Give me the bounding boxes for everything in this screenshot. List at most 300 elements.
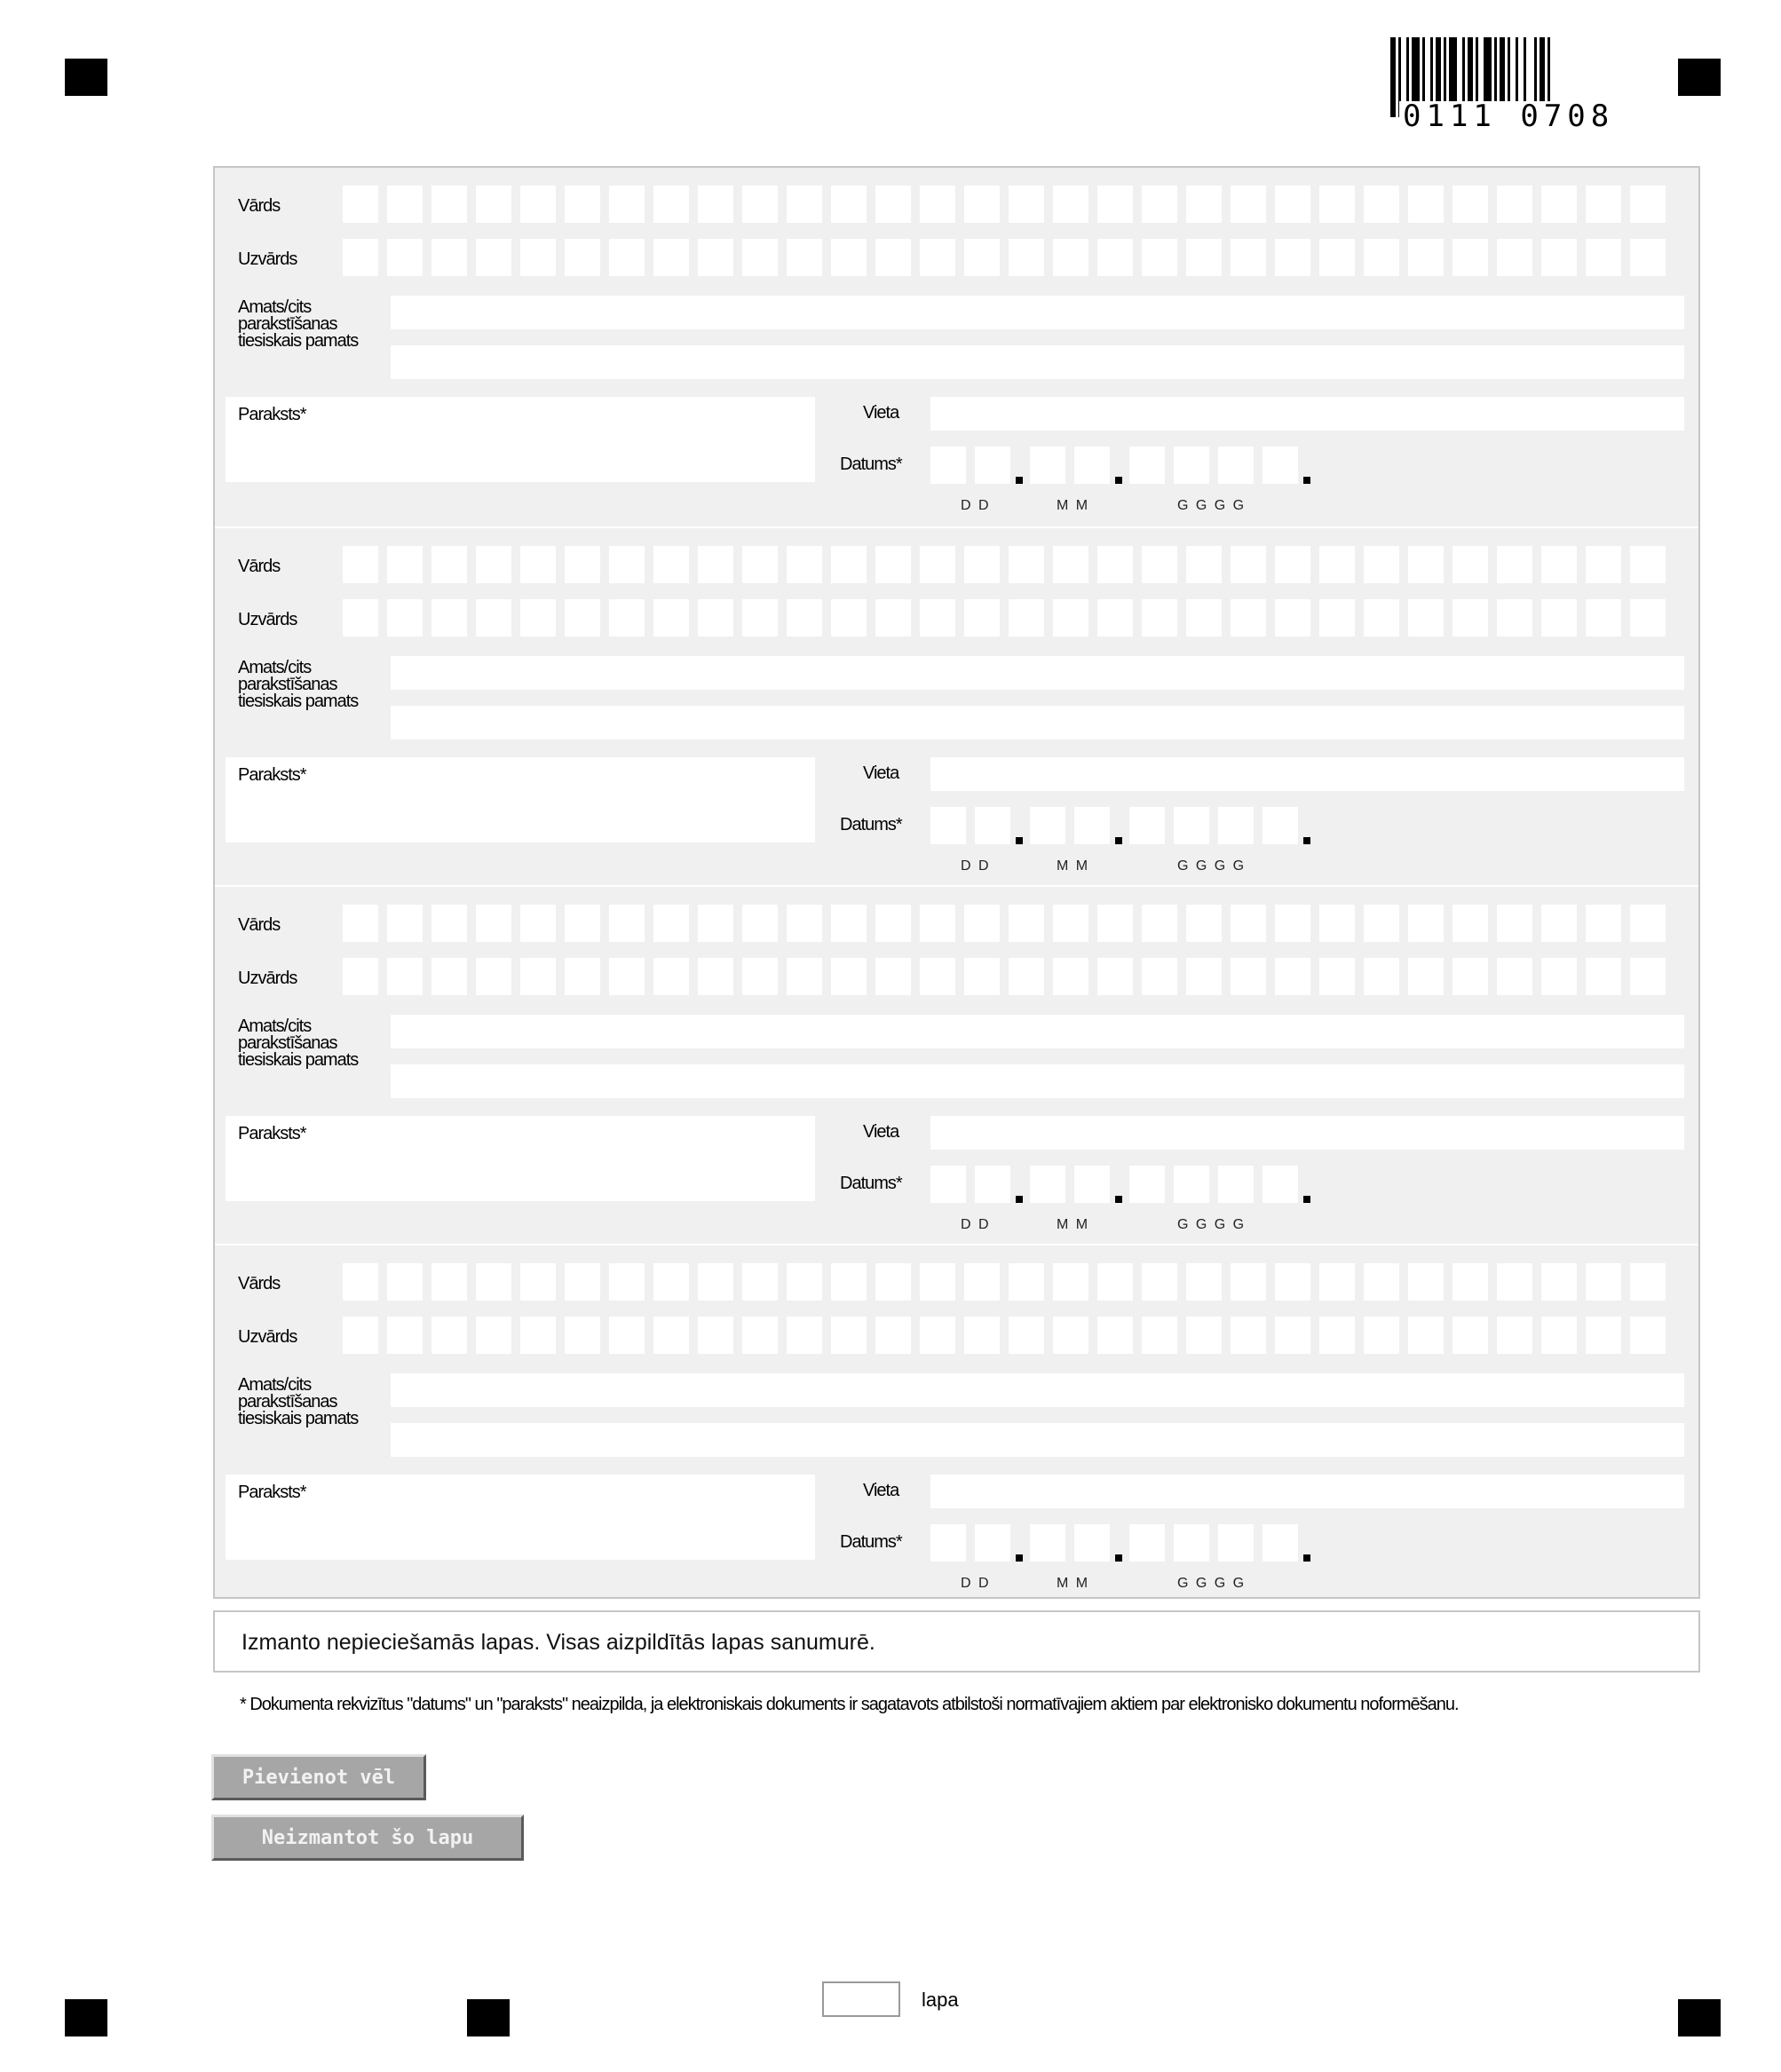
char-cell[interactable] xyxy=(742,905,778,942)
char-cell[interactable] xyxy=(1408,546,1444,583)
date-digit-cell[interactable] xyxy=(1218,1524,1254,1562)
char-cell[interactable] xyxy=(1453,599,1488,637)
last-name-input[interactable] xyxy=(343,599,1666,637)
date-digit-cell[interactable] xyxy=(975,1166,1010,1203)
char-cell[interactable] xyxy=(742,239,778,276)
char-cell[interactable] xyxy=(1009,1263,1044,1301)
char-cell[interactable] xyxy=(875,546,911,583)
char-cell[interactable] xyxy=(787,958,822,995)
char-cell[interactable] xyxy=(609,1263,645,1301)
char-cell[interactable] xyxy=(476,1317,511,1354)
char-cell[interactable] xyxy=(920,958,955,995)
first-name-input[interactable] xyxy=(343,905,1666,942)
char-cell[interactable] xyxy=(1231,546,1266,583)
char-cell[interactable] xyxy=(1009,546,1044,583)
char-cell[interactable] xyxy=(1142,905,1177,942)
char-cell[interactable] xyxy=(698,1317,733,1354)
char-cell[interactable] xyxy=(1497,546,1532,583)
char-cell[interactable] xyxy=(1186,1317,1222,1354)
date-digit-cell[interactable] xyxy=(1030,1524,1065,1562)
char-cell[interactable] xyxy=(1231,1317,1266,1354)
char-cell[interactable] xyxy=(1319,546,1355,583)
char-cell[interactable] xyxy=(1497,905,1532,942)
char-cell[interactable] xyxy=(387,1317,423,1354)
date-digit-cell[interactable] xyxy=(1174,1166,1209,1203)
char-cell[interactable] xyxy=(698,1263,733,1301)
date-digit-cell[interactable] xyxy=(1263,1166,1298,1203)
char-cell[interactable] xyxy=(520,958,556,995)
char-cell[interactable] xyxy=(1586,186,1621,223)
char-cell[interactable] xyxy=(520,905,556,942)
char-cell[interactable] xyxy=(787,599,822,637)
char-cell[interactable] xyxy=(431,1317,467,1354)
char-cell[interactable] xyxy=(787,186,822,223)
char-cell[interactable] xyxy=(1319,599,1355,637)
char-cell[interactable] xyxy=(476,1263,511,1301)
date-digit-cell[interactable] xyxy=(1030,807,1065,844)
char-cell[interactable] xyxy=(1053,599,1088,637)
char-cell[interactable] xyxy=(1186,239,1222,276)
place-input[interactable] xyxy=(930,757,1684,791)
place-input[interactable] xyxy=(930,1475,1684,1508)
date-digit-cell[interactable] xyxy=(1030,1166,1065,1203)
char-cell[interactable] xyxy=(1586,1317,1621,1354)
date-digit-cell[interactable] xyxy=(975,447,1010,484)
char-cell[interactable] xyxy=(1231,186,1266,223)
char-cell[interactable] xyxy=(1453,546,1488,583)
char-cell[interactable] xyxy=(343,958,378,995)
char-cell[interactable] xyxy=(653,546,689,583)
date-digit-cell[interactable] xyxy=(975,807,1010,844)
char-cell[interactable] xyxy=(1231,1263,1266,1301)
char-cell[interactable] xyxy=(1453,958,1488,995)
char-cell[interactable] xyxy=(565,905,600,942)
char-cell[interactable] xyxy=(1497,1263,1532,1301)
char-cell[interactable] xyxy=(787,905,822,942)
place-input[interactable] xyxy=(930,1116,1684,1150)
char-cell[interactable] xyxy=(831,1317,867,1354)
char-cell[interactable] xyxy=(1097,186,1133,223)
char-cell[interactable] xyxy=(1497,186,1532,223)
char-cell[interactable] xyxy=(476,546,511,583)
char-cell[interactable] xyxy=(875,239,911,276)
char-cell[interactable] xyxy=(1275,1317,1310,1354)
date-input[interactable] xyxy=(930,807,1318,844)
char-cell[interactable] xyxy=(1275,546,1310,583)
char-cell[interactable] xyxy=(1186,958,1222,995)
char-cell[interactable] xyxy=(1231,905,1266,942)
char-cell[interactable] xyxy=(343,599,378,637)
char-cell[interactable] xyxy=(1231,239,1266,276)
date-digit-cell[interactable] xyxy=(930,447,966,484)
char-cell[interactable] xyxy=(609,599,645,637)
char-cell[interactable] xyxy=(653,1317,689,1354)
char-cell[interactable] xyxy=(1541,1317,1577,1354)
char-cell[interactable] xyxy=(431,1263,467,1301)
char-cell[interactable] xyxy=(964,1317,1000,1354)
char-cell[interactable] xyxy=(1541,905,1577,942)
char-cell[interactable] xyxy=(787,1317,822,1354)
char-cell[interactable] xyxy=(609,186,645,223)
page-number-input[interactable] xyxy=(822,1981,900,2017)
char-cell[interactable] xyxy=(1275,186,1310,223)
char-cell[interactable] xyxy=(653,1263,689,1301)
date-digit-cell[interactable] xyxy=(1030,447,1065,484)
char-cell[interactable] xyxy=(476,905,511,942)
char-cell[interactable] xyxy=(653,239,689,276)
char-cell[interactable] xyxy=(1319,239,1355,276)
char-cell[interactable] xyxy=(1053,186,1088,223)
char-cell[interactable] xyxy=(1142,1317,1177,1354)
char-cell[interactable] xyxy=(698,905,733,942)
char-cell[interactable] xyxy=(1231,958,1266,995)
char-cell[interactable] xyxy=(964,186,1000,223)
date-digit-cell[interactable] xyxy=(930,1166,966,1203)
char-cell[interactable] xyxy=(609,1317,645,1354)
char-cell[interactable] xyxy=(565,239,600,276)
char-cell[interactable] xyxy=(742,546,778,583)
char-cell[interactable] xyxy=(1319,1263,1355,1301)
char-cell[interactable] xyxy=(1097,1317,1133,1354)
char-cell[interactable] xyxy=(1453,905,1488,942)
char-cell[interactable] xyxy=(343,905,378,942)
char-cell[interactable] xyxy=(387,599,423,637)
char-cell[interactable] xyxy=(698,958,733,995)
char-cell[interactable] xyxy=(1541,239,1577,276)
char-cell[interactable] xyxy=(653,905,689,942)
char-cell[interactable] xyxy=(565,186,600,223)
char-cell[interactable] xyxy=(1541,1263,1577,1301)
char-cell[interactable] xyxy=(698,186,733,223)
last-name-input[interactable] xyxy=(343,1317,1666,1354)
char-cell[interactable] xyxy=(1053,958,1088,995)
signature-box[interactable] xyxy=(226,397,815,482)
date-digit-cell[interactable] xyxy=(1074,807,1110,844)
char-cell[interactable] xyxy=(1097,599,1133,637)
char-cell[interactable] xyxy=(1319,1317,1355,1354)
char-cell[interactable] xyxy=(565,1317,600,1354)
char-cell[interactable] xyxy=(1364,599,1399,637)
char-cell[interactable] xyxy=(1630,905,1666,942)
char-cell[interactable] xyxy=(1408,599,1444,637)
char-cell[interactable] xyxy=(343,239,378,276)
first-name-input[interactable] xyxy=(343,546,1666,583)
char-cell[interactable] xyxy=(431,186,467,223)
signature-box[interactable] xyxy=(226,1116,815,1201)
char-cell[interactable] xyxy=(1453,1263,1488,1301)
position-input-line-1[interactable] xyxy=(391,656,1684,690)
char-cell[interactable] xyxy=(476,186,511,223)
char-cell[interactable] xyxy=(1408,1317,1444,1354)
char-cell[interactable] xyxy=(1053,1317,1088,1354)
char-cell[interactable] xyxy=(742,1263,778,1301)
char-cell[interactable] xyxy=(1009,905,1044,942)
char-cell[interactable] xyxy=(1142,958,1177,995)
char-cell[interactable] xyxy=(1186,546,1222,583)
char-cell[interactable] xyxy=(964,239,1000,276)
date-input[interactable] xyxy=(930,1166,1318,1203)
char-cell[interactable] xyxy=(1453,186,1488,223)
first-name-input[interactable] xyxy=(343,1263,1666,1301)
char-cell[interactable] xyxy=(1053,239,1088,276)
char-cell[interactable] xyxy=(831,1263,867,1301)
char-cell[interactable] xyxy=(1364,186,1399,223)
last-name-input[interactable] xyxy=(343,958,1666,995)
position-input-line-2[interactable] xyxy=(391,706,1684,739)
char-cell[interactable] xyxy=(1364,905,1399,942)
char-cell[interactable] xyxy=(343,1263,378,1301)
char-cell[interactable] xyxy=(1364,958,1399,995)
char-cell[interactable] xyxy=(609,239,645,276)
char-cell[interactable] xyxy=(609,546,645,583)
char-cell[interactable] xyxy=(1586,958,1621,995)
char-cell[interactable] xyxy=(1009,958,1044,995)
char-cell[interactable] xyxy=(1630,546,1666,583)
char-cell[interactable] xyxy=(831,186,867,223)
date-digit-cell[interactable] xyxy=(1074,1166,1110,1203)
position-input-line-1[interactable] xyxy=(391,1015,1684,1048)
char-cell[interactable] xyxy=(1408,905,1444,942)
date-digit-cell[interactable] xyxy=(1074,1524,1110,1562)
char-cell[interactable] xyxy=(1497,239,1532,276)
date-digit-cell[interactable] xyxy=(1263,1524,1298,1562)
char-cell[interactable] xyxy=(1541,186,1577,223)
char-cell[interactable] xyxy=(1142,186,1177,223)
date-digit-cell[interactable] xyxy=(1263,447,1298,484)
char-cell[interactable] xyxy=(1497,599,1532,637)
char-cell[interactable] xyxy=(1097,905,1133,942)
char-cell[interactable] xyxy=(1275,958,1310,995)
dont-use-page-button[interactable]: Neizmantot šo lapu xyxy=(211,1815,524,1861)
char-cell[interactable] xyxy=(431,599,467,637)
char-cell[interactable] xyxy=(875,958,911,995)
char-cell[interactable] xyxy=(742,1317,778,1354)
char-cell[interactable] xyxy=(831,958,867,995)
char-cell[interactable] xyxy=(565,599,600,637)
char-cell[interactable] xyxy=(698,599,733,637)
char-cell[interactable] xyxy=(875,186,911,223)
char-cell[interactable] xyxy=(920,1263,955,1301)
char-cell[interactable] xyxy=(1408,1263,1444,1301)
char-cell[interactable] xyxy=(520,1317,556,1354)
date-digit-cell[interactable] xyxy=(975,1524,1010,1562)
date-digit-cell[interactable] xyxy=(1174,807,1209,844)
char-cell[interactable] xyxy=(1009,239,1044,276)
date-digit-cell[interactable] xyxy=(1129,1524,1165,1562)
char-cell[interactable] xyxy=(1231,599,1266,637)
char-cell[interactable] xyxy=(787,546,822,583)
char-cell[interactable] xyxy=(875,1317,911,1354)
position-input-line-1[interactable] xyxy=(391,1373,1684,1407)
char-cell[interactable] xyxy=(964,599,1000,637)
char-cell[interactable] xyxy=(1275,1263,1310,1301)
char-cell[interactable] xyxy=(431,239,467,276)
position-input-line-2[interactable] xyxy=(391,1064,1684,1098)
char-cell[interactable] xyxy=(831,239,867,276)
char-cell[interactable] xyxy=(1586,1263,1621,1301)
char-cell[interactable] xyxy=(387,905,423,942)
char-cell[interactable] xyxy=(476,239,511,276)
char-cell[interactable] xyxy=(520,239,556,276)
char-cell[interactable] xyxy=(1453,1317,1488,1354)
char-cell[interactable] xyxy=(520,546,556,583)
char-cell[interactable] xyxy=(1009,1317,1044,1354)
date-digit-cell[interactable] xyxy=(1129,807,1165,844)
char-cell[interactable] xyxy=(565,1263,600,1301)
last-name-input[interactable] xyxy=(343,239,1666,276)
signature-box[interactable] xyxy=(226,757,815,842)
char-cell[interactable] xyxy=(1319,186,1355,223)
char-cell[interactable] xyxy=(653,958,689,995)
char-cell[interactable] xyxy=(1319,958,1355,995)
char-cell[interactable] xyxy=(1408,958,1444,995)
char-cell[interactable] xyxy=(1142,239,1177,276)
char-cell[interactable] xyxy=(387,546,423,583)
char-cell[interactable] xyxy=(1453,239,1488,276)
char-cell[interactable] xyxy=(831,546,867,583)
char-cell[interactable] xyxy=(742,186,778,223)
char-cell[interactable] xyxy=(1364,1263,1399,1301)
char-cell[interactable] xyxy=(920,186,955,223)
char-cell[interactable] xyxy=(520,1263,556,1301)
position-input-line-1[interactable] xyxy=(391,296,1684,329)
char-cell[interactable] xyxy=(476,599,511,637)
date-digit-cell[interactable] xyxy=(1174,1524,1209,1562)
char-cell[interactable] xyxy=(1186,186,1222,223)
char-cell[interactable] xyxy=(964,546,1000,583)
date-input[interactable] xyxy=(930,447,1318,484)
date-digit-cell[interactable] xyxy=(930,1524,966,1562)
char-cell[interactable] xyxy=(1186,905,1222,942)
char-cell[interactable] xyxy=(742,958,778,995)
char-cell[interactable] xyxy=(1630,186,1666,223)
position-input-line-2[interactable] xyxy=(391,1423,1684,1457)
char-cell[interactable] xyxy=(831,599,867,637)
date-digit-cell[interactable] xyxy=(1129,447,1165,484)
char-cell[interactable] xyxy=(520,186,556,223)
char-cell[interactable] xyxy=(609,958,645,995)
char-cell[interactable] xyxy=(1319,905,1355,942)
char-cell[interactable] xyxy=(431,958,467,995)
char-cell[interactable] xyxy=(387,1263,423,1301)
char-cell[interactable] xyxy=(653,186,689,223)
date-digit-cell[interactable] xyxy=(1129,1166,1165,1203)
char-cell[interactable] xyxy=(565,546,600,583)
char-cell[interactable] xyxy=(1541,599,1577,637)
char-cell[interactable] xyxy=(920,239,955,276)
char-cell[interactable] xyxy=(431,546,467,583)
char-cell[interactable] xyxy=(875,905,911,942)
char-cell[interactable] xyxy=(609,905,645,942)
char-cell[interactable] xyxy=(1586,239,1621,276)
char-cell[interactable] xyxy=(787,239,822,276)
date-digit-cell[interactable] xyxy=(1218,807,1254,844)
char-cell[interactable] xyxy=(565,958,600,995)
add-more-button[interactable]: Pievienot vēl xyxy=(211,1754,426,1800)
signature-box[interactable] xyxy=(226,1475,815,1560)
date-digit-cell[interactable] xyxy=(1263,807,1298,844)
position-input-line-2[interactable] xyxy=(391,345,1684,379)
char-cell[interactable] xyxy=(875,599,911,637)
char-cell[interactable] xyxy=(1053,905,1088,942)
char-cell[interactable] xyxy=(1142,599,1177,637)
char-cell[interactable] xyxy=(653,599,689,637)
char-cell[interactable] xyxy=(698,239,733,276)
char-cell[interactable] xyxy=(1630,1263,1666,1301)
date-input[interactable] xyxy=(930,1524,1318,1562)
char-cell[interactable] xyxy=(920,599,955,637)
char-cell[interactable] xyxy=(1053,546,1088,583)
char-cell[interactable] xyxy=(1097,546,1133,583)
char-cell[interactable] xyxy=(1408,186,1444,223)
date-digit-cell[interactable] xyxy=(930,807,966,844)
char-cell[interactable] xyxy=(520,599,556,637)
char-cell[interactable] xyxy=(1364,239,1399,276)
char-cell[interactable] xyxy=(343,546,378,583)
char-cell[interactable] xyxy=(1630,958,1666,995)
char-cell[interactable] xyxy=(1408,239,1444,276)
char-cell[interactable] xyxy=(698,546,733,583)
char-cell[interactable] xyxy=(1097,1263,1133,1301)
char-cell[interactable] xyxy=(1009,599,1044,637)
char-cell[interactable] xyxy=(1586,546,1621,583)
char-cell[interactable] xyxy=(1541,958,1577,995)
char-cell[interactable] xyxy=(1541,546,1577,583)
char-cell[interactable] xyxy=(920,1317,955,1354)
char-cell[interactable] xyxy=(920,546,955,583)
char-cell[interactable] xyxy=(1275,905,1310,942)
char-cell[interactable] xyxy=(431,905,467,942)
char-cell[interactable] xyxy=(1497,1317,1532,1354)
char-cell[interactable] xyxy=(1630,599,1666,637)
char-cell[interactable] xyxy=(1586,599,1621,637)
char-cell[interactable] xyxy=(343,186,378,223)
char-cell[interactable] xyxy=(787,1263,822,1301)
char-cell[interactable] xyxy=(387,958,423,995)
char-cell[interactable] xyxy=(1586,905,1621,942)
char-cell[interactable] xyxy=(1186,599,1222,637)
char-cell[interactable] xyxy=(831,905,867,942)
date-digit-cell[interactable] xyxy=(1174,447,1209,484)
char-cell[interactable] xyxy=(1097,958,1133,995)
date-digit-cell[interactable] xyxy=(1218,1166,1254,1203)
char-cell[interactable] xyxy=(1009,186,1044,223)
char-cell[interactable] xyxy=(343,1317,378,1354)
char-cell[interactable] xyxy=(964,958,1000,995)
place-input[interactable] xyxy=(930,397,1684,431)
char-cell[interactable] xyxy=(1275,239,1310,276)
char-cell[interactable] xyxy=(1142,546,1177,583)
char-cell[interactable] xyxy=(387,239,423,276)
char-cell[interactable] xyxy=(875,1263,911,1301)
char-cell[interactable] xyxy=(964,1263,1000,1301)
date-digit-cell[interactable] xyxy=(1218,447,1254,484)
char-cell[interactable] xyxy=(1630,239,1666,276)
char-cell[interactable] xyxy=(1364,1317,1399,1354)
char-cell[interactable] xyxy=(387,186,423,223)
char-cell[interactable] xyxy=(1497,958,1532,995)
char-cell[interactable] xyxy=(1097,239,1133,276)
char-cell[interactable] xyxy=(920,905,955,942)
date-digit-cell[interactable] xyxy=(1074,447,1110,484)
char-cell[interactable] xyxy=(1630,1317,1666,1354)
char-cell[interactable] xyxy=(1053,1263,1088,1301)
char-cell[interactable] xyxy=(1186,1263,1222,1301)
first-name-input[interactable] xyxy=(343,186,1666,223)
char-cell[interactable] xyxy=(1364,546,1399,583)
char-cell[interactable] xyxy=(964,905,1000,942)
char-cell[interactable] xyxy=(742,599,778,637)
